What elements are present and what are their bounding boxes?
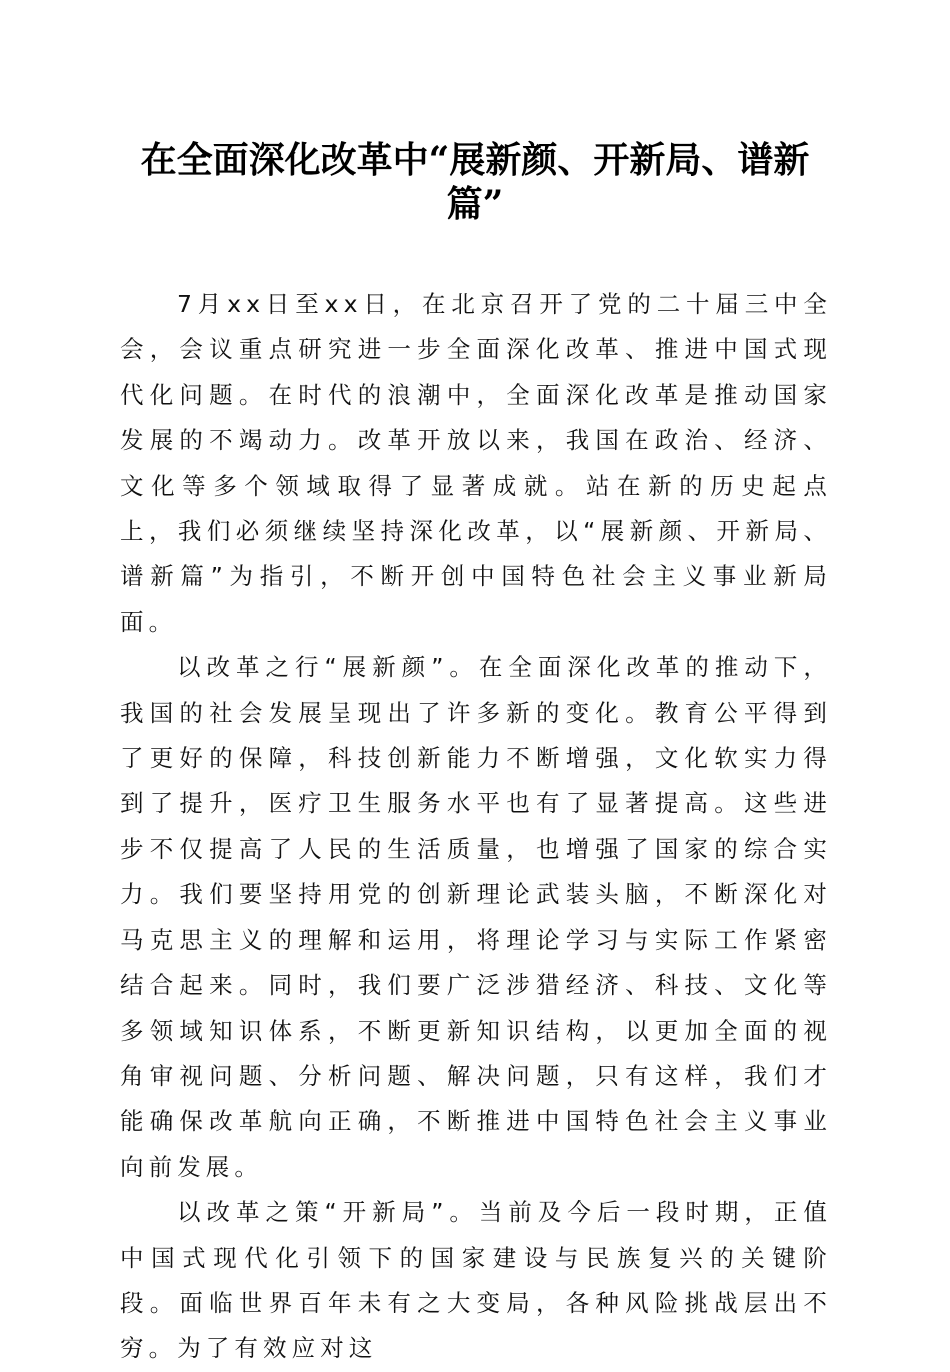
document-title	[110, 138, 840, 226]
title-line-2: 篇”	[446, 183, 504, 225]
paragraph-new-look: 以改革之行“展新颜”。在全面深化改革的推动下，我国的社会发展呈现出了许多新的变化。教育公平得到了更好的保障，科技创新能力不断增强，文化软实力得到了提升，医疗卫生服务水平也有了显著提高。这些进步不仅提高了人民的生活质量，也增强了国家的综合实力。我们要坚持用党的创新理论武装头脑，不断深化对马克思主义的理解和运用，将理论学习与实际工作紧密结合起来。同时，我们要广泛涉猎经济、科技、文化等多领域知识体系，不断更新知识结构，以更加全面的视角审视问题、分析问题、解决问题，只有这样，我们才能确保改革航向正确，不断推进中国特色社会主义事业向前发展。	[120, 653, 832, 1181]
paragraph-intro: 7月xx日至xx日，在北京召开了党的二十届三中全会，会议重点研究进一步全面深化改革、推进中国式现代化问题。在时代的浪潮中，全面深化改革是推动国家发展的不竭动力。改革开放以来，我国在政治、经济、文化等多个领域取得了显著成就。站在新的历史起点上，我们必须继续坚持深化改革，以“展新颜、开新局、谱新篇”为指引，不断开创中国特色社会主义事业新局面。	[120, 290, 832, 636]
title-line-1: 在全面深化改革中“展新颜、开新局、谱新	[140, 139, 810, 181]
paragraph-new-situation: 以改革之策“开新局”。当前及今后一段时期，正值中国式现代化引领下的国家建设与民族复兴的关键阶段。面临世界百年未有之大变局，各种风险挑战层出不穷。为了有效应对这	[120, 1198, 832, 1363]
document-body	[120, 282, 832, 1372]
